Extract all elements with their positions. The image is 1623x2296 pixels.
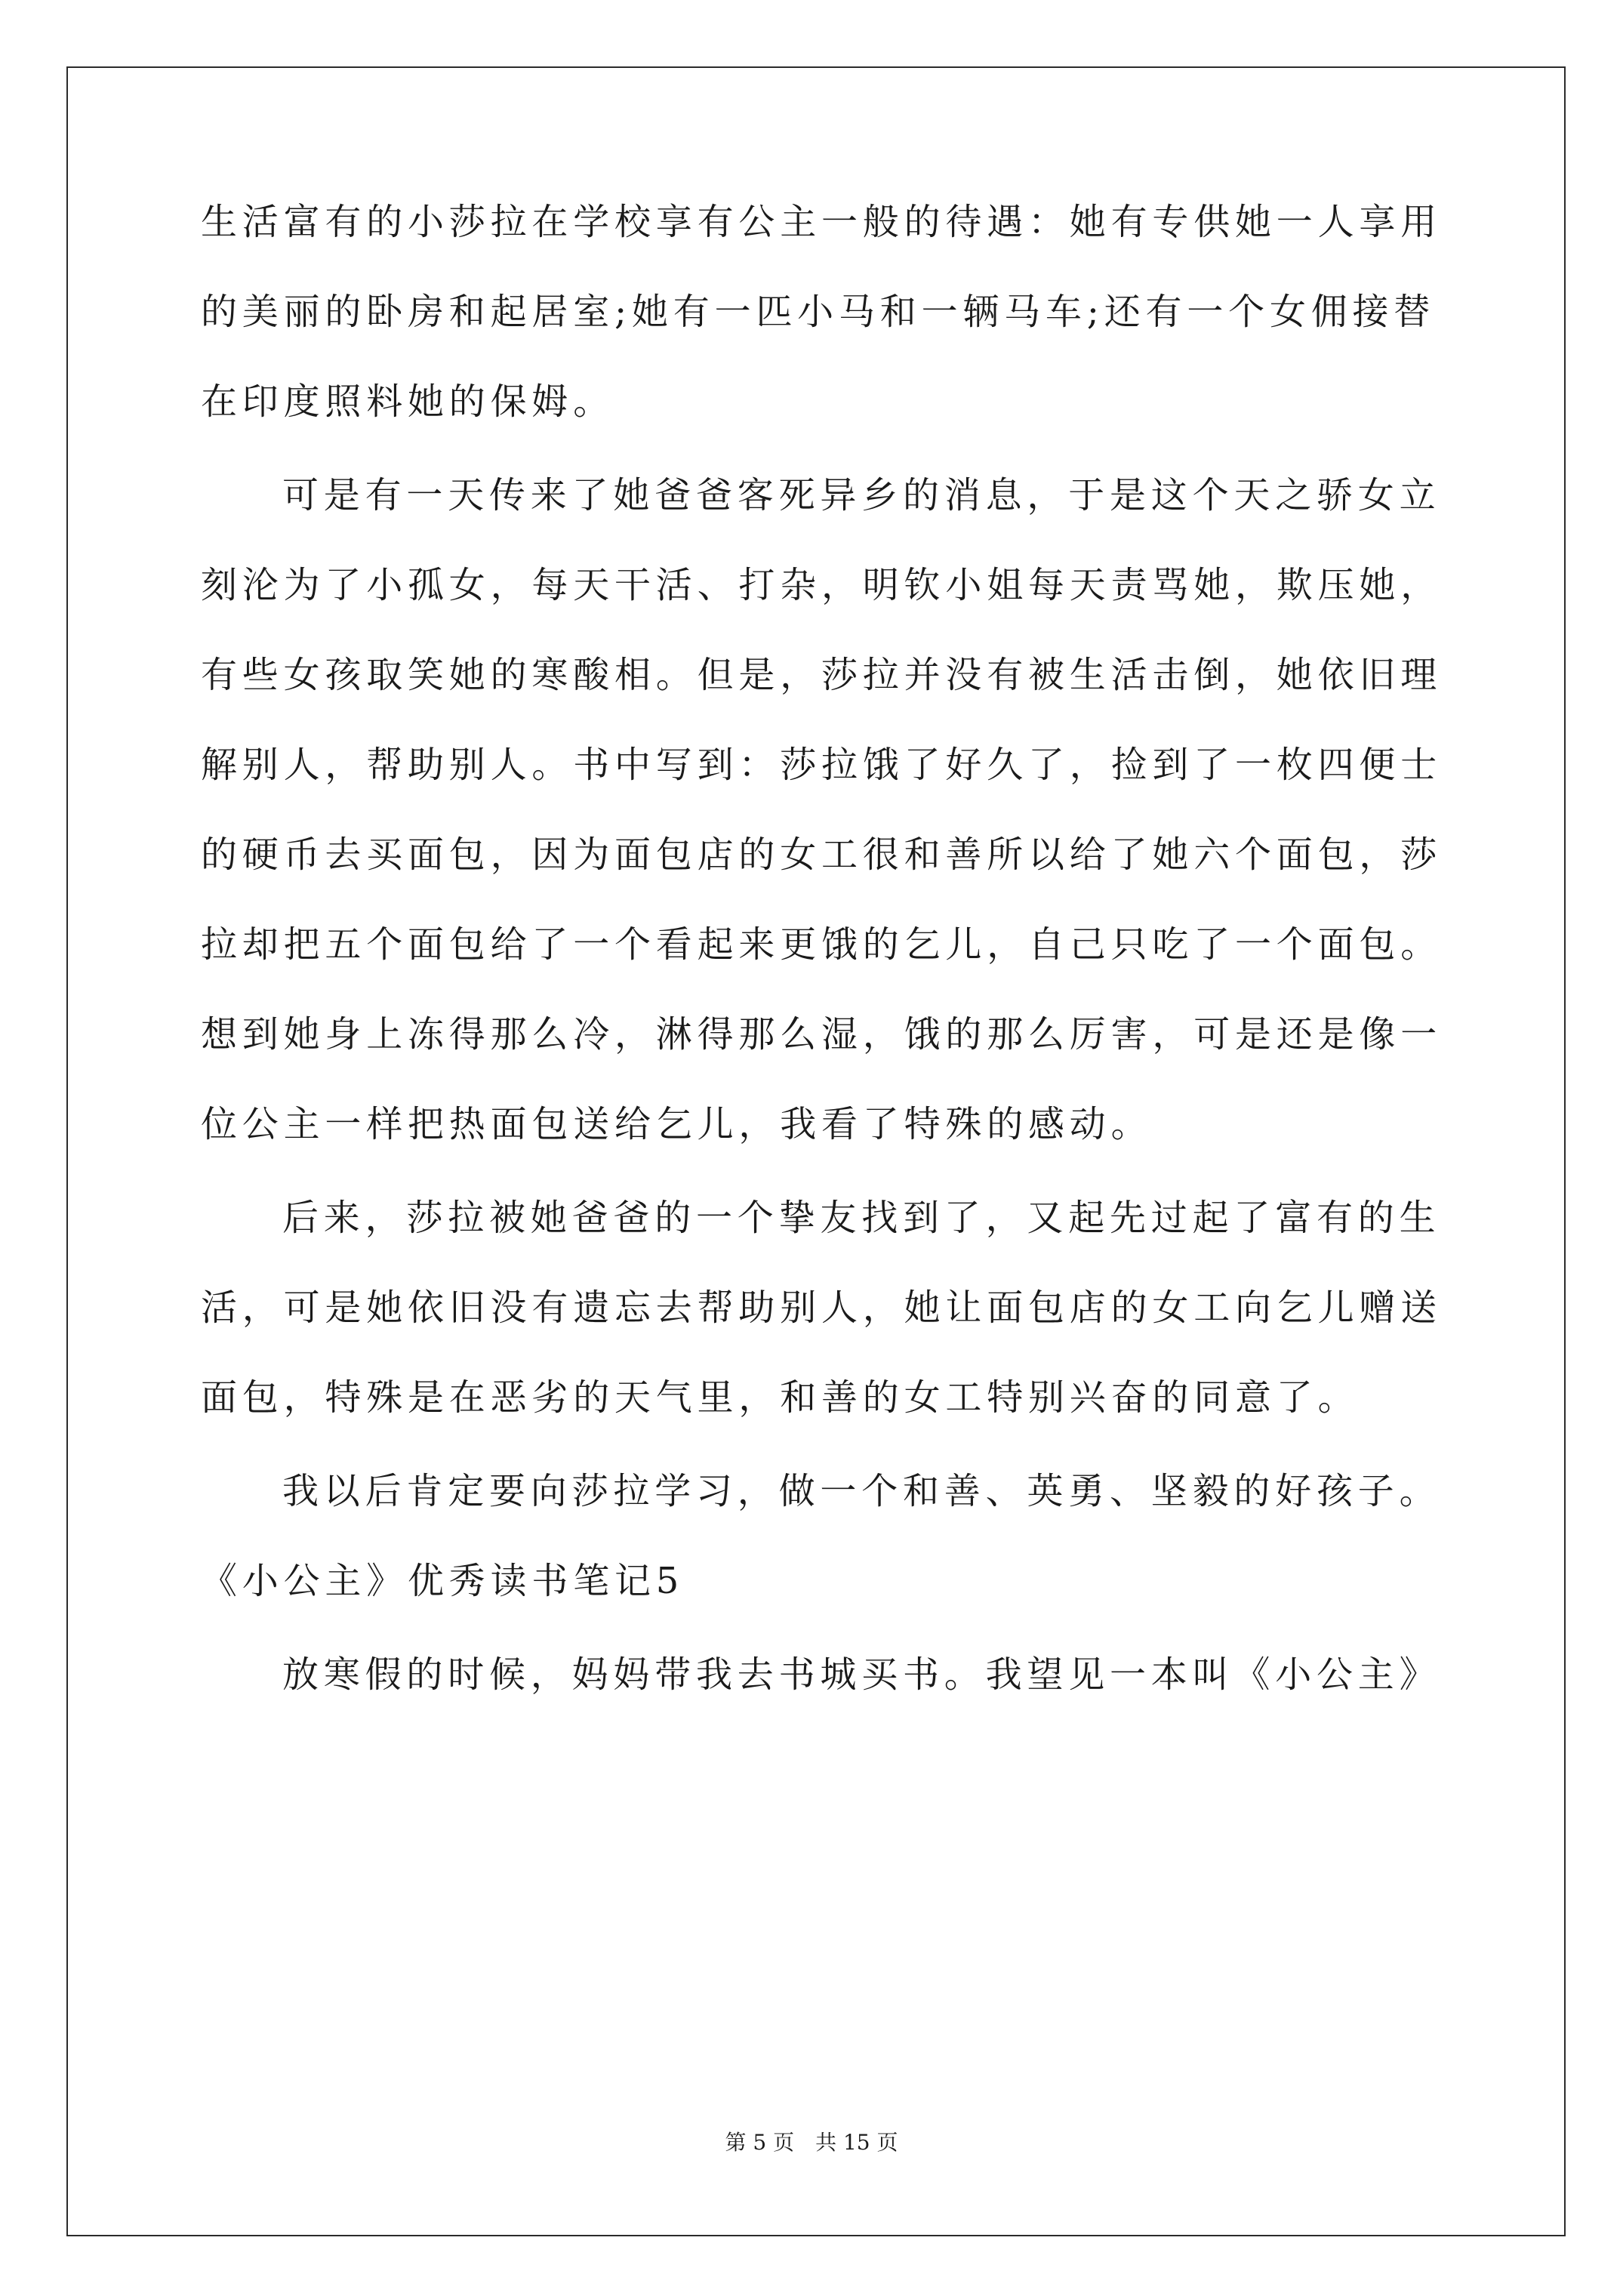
text-line: 的硬币去买面包，因为面包店的女工很和善所以给了她六个面包，莎 xyxy=(201,834,1443,876)
page-number-footer: 第 5 页 共 15 页 xyxy=(725,2130,898,2155)
text-line: 活，可是她依旧没有遗忘去帮助别人，她让面包店的女工向乞儿赠送 xyxy=(201,1287,1443,1329)
section-heading: 《小公主》优秀读书笔记5 xyxy=(201,1560,685,1602)
text-line: 在印度照料她的保姆。 xyxy=(201,381,615,423)
text-line: 刻沦为了小孤女，每天干活、打杂，明钦小姐每天责骂她，欺压她， xyxy=(201,564,1443,606)
text-line: 想到她身上冻得那么冷，淋得那么湿，饿的那么厉害，可是还是像一 xyxy=(201,1013,1443,1056)
text-line: 面包，特殊是在恶劣的天气里，和善的女工特别兴奋的同意了。 xyxy=(201,1376,1360,1419)
paragraph-start-line: 放寒假的时候，妈妈带我去书城买书。我望见一本叫《小公主》 xyxy=(282,1653,1441,1696)
text-line: 有些女孩取笑她的寒酸相。但是，莎拉并没有被生活击倒，她依旧理 xyxy=(201,654,1443,696)
text-line: 拉却把五个面包给了一个看起来更饿的乞儿，自己只吃了一个面包。 xyxy=(201,923,1443,966)
paragraph-start-line: 后来，莎拉被她爸爸的一个挚友找到了，又起先过起了富有的生 xyxy=(282,1197,1441,1239)
text-line: 生活富有的小莎拉在学校享有公主一般的待遇：她有专供她一人享用 xyxy=(201,201,1443,243)
paragraph-start-line: 可是有一天传来了她爸爸客死异乡的消息，于是这个天之骄女立 xyxy=(282,474,1441,516)
paragraph-start-line: 我以后肯定要向莎拉学习，做一个和善、英勇、坚毅的好孩子。 xyxy=(282,1470,1441,1512)
text-line: 的美丽的卧房和起居室;她有一匹小马和一辆马车;还有一个女佣接替 xyxy=(201,291,1436,333)
text-line: 位公主一样把热面包送给乞儿，我看了特殊的感动。 xyxy=(201,1103,1153,1145)
text-line: 解别人，帮助别人。书中写到：莎拉饿了好久了，捡到了一枚四便士 xyxy=(201,744,1443,786)
